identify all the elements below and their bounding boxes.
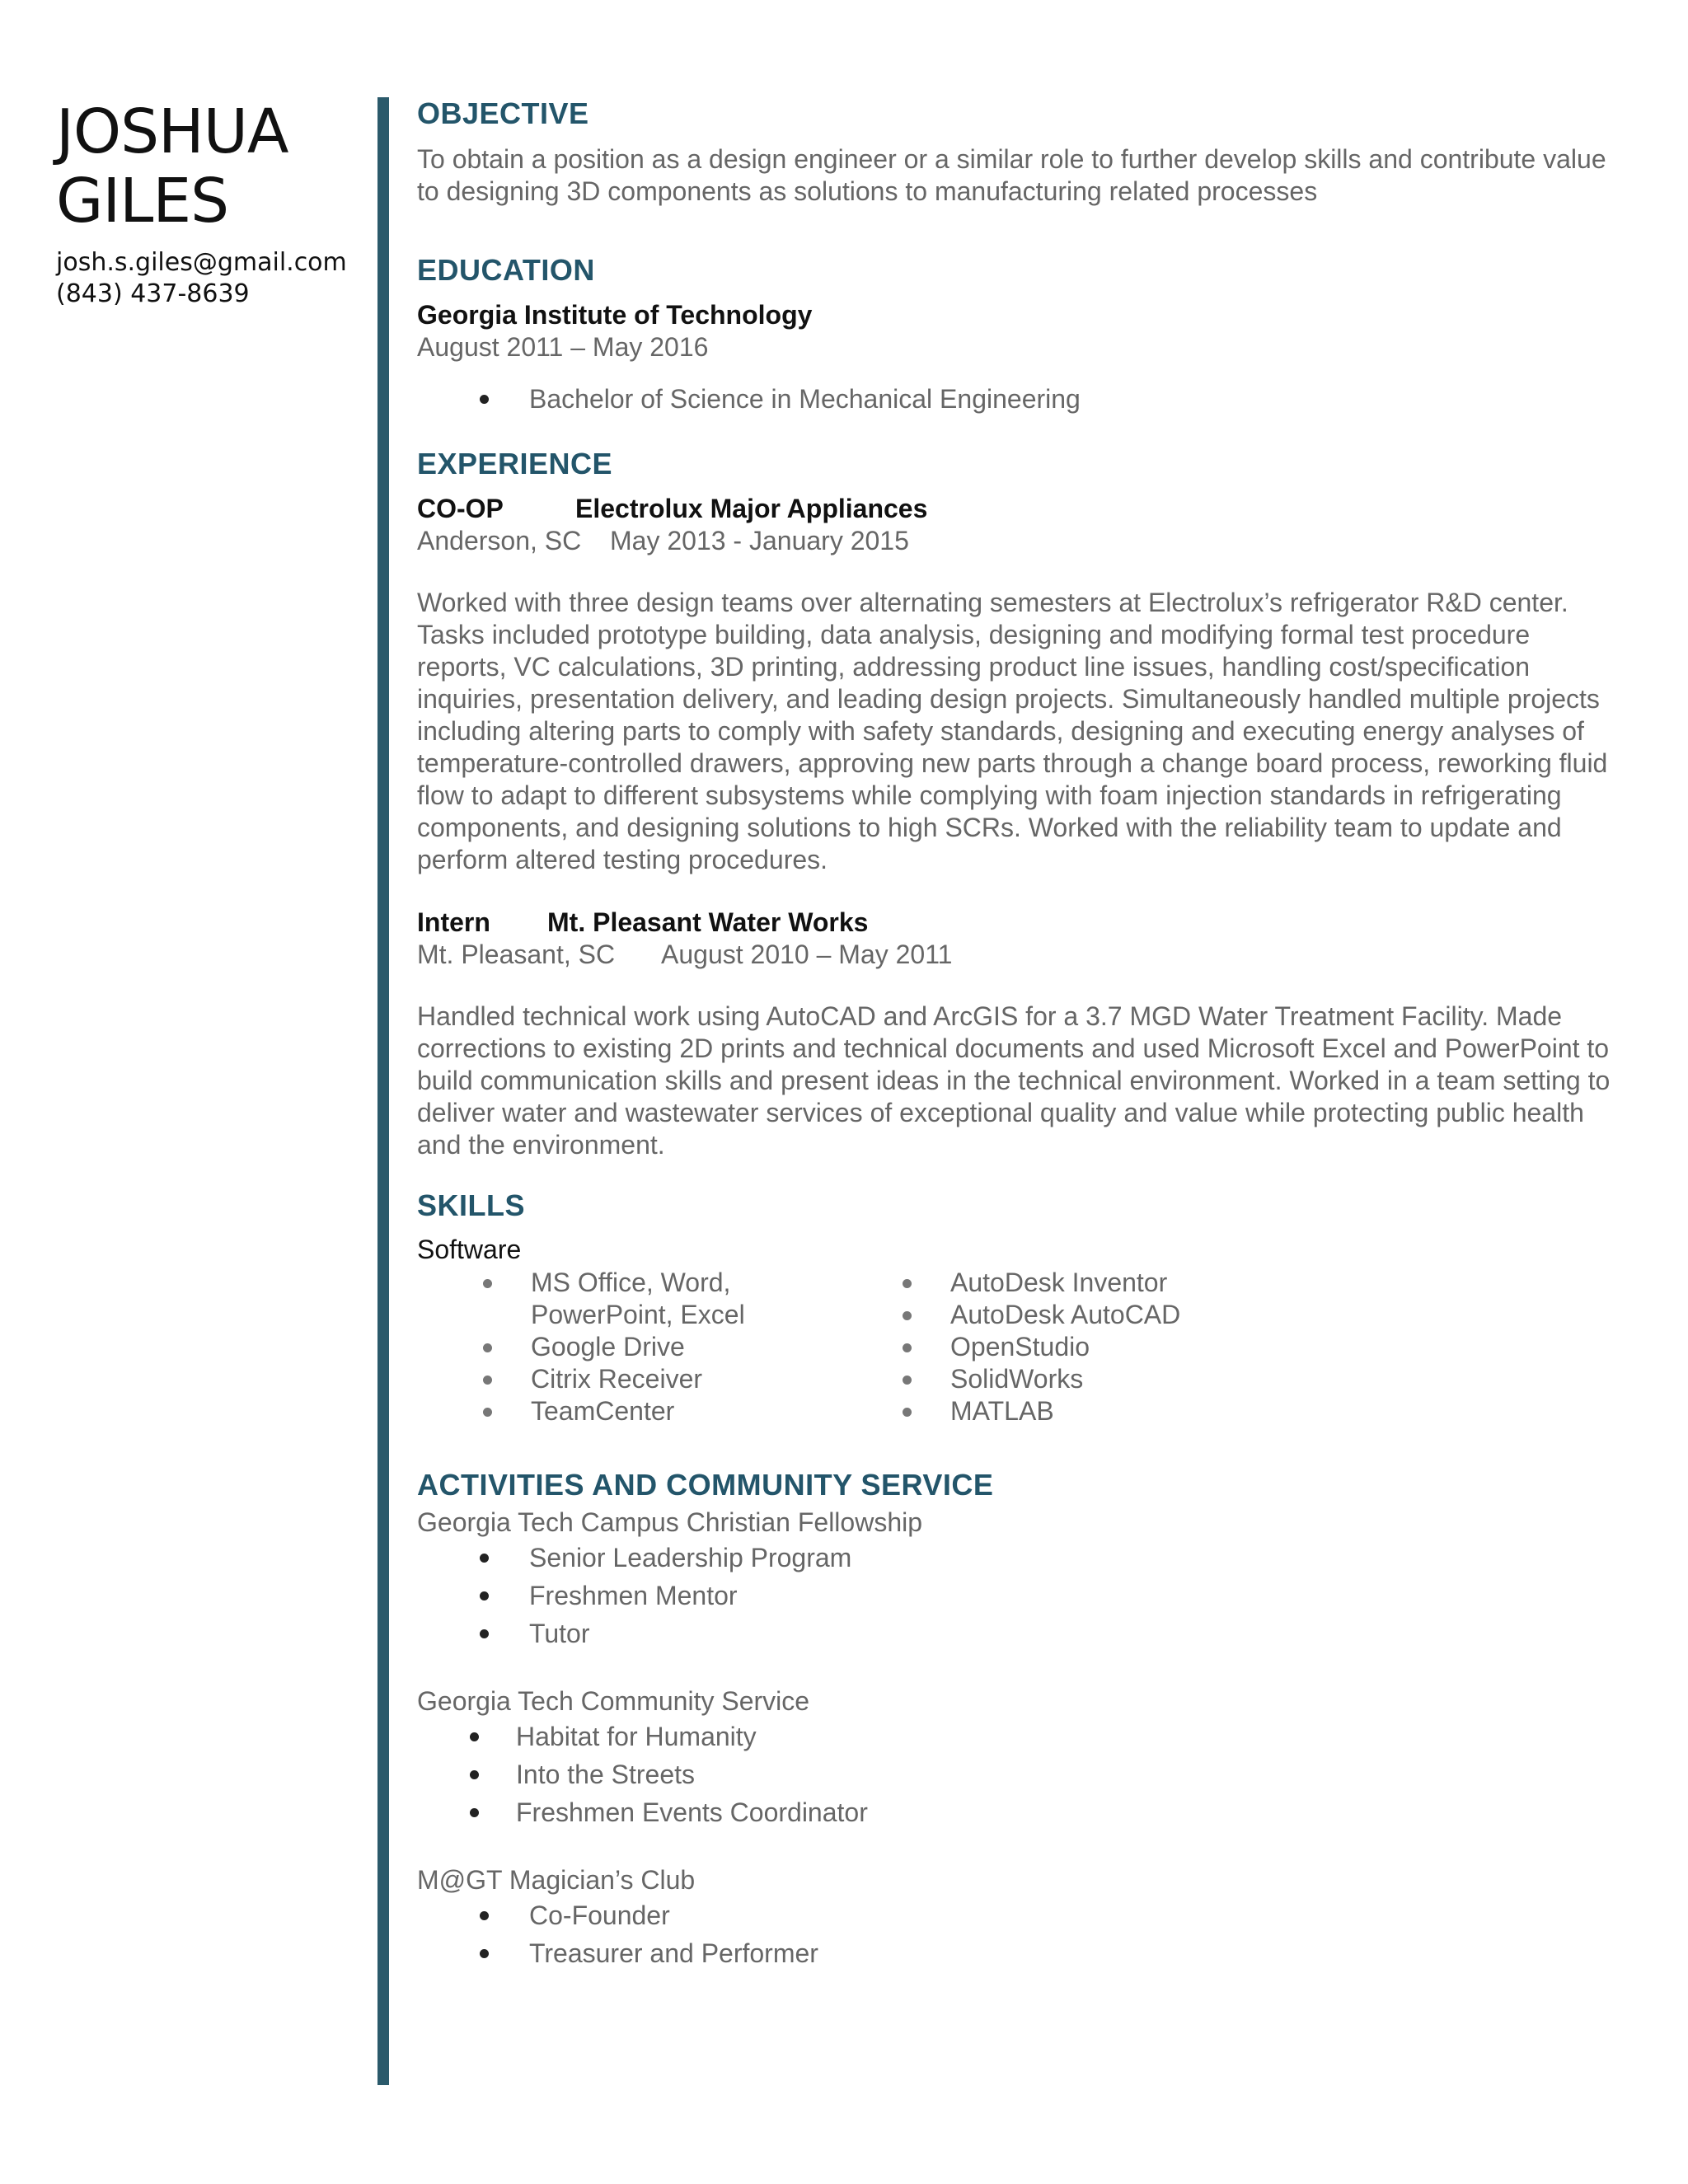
- list-item: [417, 1615, 1620, 1652]
- list-item: [874, 1331, 1332, 1363]
- resume-body: [417, 92, 1620, 1972]
- activity-group-name: Georgia Tech Community Service: [417, 1686, 810, 1716]
- bullet-icon: [480, 1591, 489, 1601]
- bullet-icon: [903, 1376, 912, 1385]
- job-role: Intern: [417, 907, 490, 937]
- bullet-icon: [480, 395, 489, 404]
- education-section: [417, 249, 1620, 418]
- skill: MS Office, Word, PowerPoint, Excel: [531, 1268, 745, 1329]
- bullet-icon: [483, 1376, 492, 1385]
- email[interactable]: josh.s.giles@gmail.com: [56, 248, 347, 277]
- education-dates: August 2011 – May 2016: [417, 332, 709, 362]
- job-description: Worked with three design teams over alternating semesters at Electrolux’s refrigerator R&D center. Tasks included prototype building, data analysis, designing and modifying formal test procedure reports, VC calculations, 3D printing, addressing product line issues, handling cost/specification inquiries, presentation delivery, and leading design projects. Simultaneously handled multiple projects including altering parts to comply with safety standards, designing and executing energy analyses of temperature-controlled drawers, approving new parts through a change board process, reworking fluid flow to adapt to different subsystems while complying with foam injection standards in refrigerating components, and designing solutions to high SCRs. Worked with the reliability team to update and perform altered testing procedures.: [417, 588, 1608, 874]
- job-role: CO-OP: [417, 494, 504, 523]
- job-location: Mt. Pleasant, SC: [417, 940, 616, 969]
- list-item: [417, 1539, 1620, 1577]
- activity-list: [417, 1718, 1620, 1831]
- skills-section: [417, 1184, 1620, 1427]
- bullet-icon: [483, 1408, 492, 1417]
- skill: Citrix Receiver: [531, 1364, 703, 1394]
- skills-list: [417, 1267, 874, 1427]
- list-item: [417, 1755, 1620, 1793]
- degree: Bachelor of Science in Mechanical Engineering: [529, 384, 1081, 414]
- skill: AutoDesk AutoCAD: [950, 1300, 1181, 1329]
- first-name: JOSHUA: [56, 96, 288, 167]
- skill: MATLAB: [950, 1396, 1054, 1426]
- skill: TeamCenter: [531, 1396, 675, 1426]
- job-description: Handled technical work using AutoCAD and ArcGIS for a 3.7 MGD Water Treatment Facility. Made corrections to existing 2D prints and technical documents and used Microsoft Excel and PowerPoint to build communication skills and present ideas in the technical environment. Worked in a team setting to deliver water and wastewater services of exceptional quality and value while protecting public health and the environment.: [417, 1001, 1611, 1160]
- degree-list: [417, 380, 1620, 418]
- list-item: [417, 1934, 1620, 1972]
- activity: Senior Leadership Program: [529, 1543, 852, 1572]
- list-item: [417, 1363, 874, 1395]
- activities-heading: ACTIVITIES AND COMMUNITY SERVICE: [417, 1468, 994, 1502]
- vertical-divider: [377, 97, 389, 2085]
- activity-group-name: Georgia Tech Campus Christian Fellowship: [417, 1507, 923, 1537]
- activity: Co-Founder: [529, 1900, 670, 1930]
- experience-heading: EXPERIENCE: [417, 447, 613, 480]
- activity: Freshmen Mentor: [529, 1581, 738, 1610]
- list-item: [417, 1331, 874, 1363]
- job-dates: May 2013 - January 2015: [610, 526, 909, 555]
- list-item: [417, 1577, 1620, 1615]
- list-item: [417, 1718, 1620, 1755]
- objective-text: To obtain a position as a design engineer or a similar role to further develop skills and contribute value to designing 3D components as solutions to manufacturing related processes: [417, 144, 1606, 206]
- list-item: [874, 1267, 1332, 1299]
- skill: AutoDesk Inventor: [950, 1268, 1168, 1297]
- activities-section: [417, 1464, 1620, 1972]
- skill: SolidWorks: [950, 1364, 1084, 1394]
- list-item: [417, 380, 1620, 418]
- bullet-icon: [480, 1629, 489, 1638]
- job-dates: August 2010 – May 2011: [661, 940, 953, 969]
- list-item: [417, 1793, 1620, 1831]
- skills-grid: [417, 1267, 1620, 1427]
- objective-heading: OBJECTIVE: [417, 96, 589, 130]
- bullet-icon: [480, 1949, 489, 1958]
- bullet-icon: [480, 1554, 489, 1563]
- last-name: GILES: [56, 166, 229, 237]
- list-item: [874, 1363, 1332, 1395]
- bullet-icon: [903, 1279, 912, 1288]
- activity: Freshmen Events Coordinator: [516, 1797, 868, 1827]
- bullet-icon: [903, 1311, 912, 1320]
- bullet-icon: [903, 1343, 912, 1352]
- job-header: [417, 906, 1620, 939]
- skill: OpenStudio: [950, 1332, 1090, 1361]
- job-meta: [417, 939, 1620, 971]
- list-item: [874, 1395, 1332, 1427]
- list-item: [417, 1395, 874, 1427]
- skills-category: Software: [417, 1235, 522, 1264]
- skill: Google Drive: [531, 1332, 685, 1361]
- job-location: Anderson, SC: [417, 526, 582, 555]
- experience-section: [417, 443, 1620, 1161]
- activity: Habitat for Humanity: [516, 1722, 757, 1751]
- objective-section: [417, 92, 1620, 208]
- phone[interactable]: (843) 437-8639: [56, 279, 250, 308]
- job-header: [417, 492, 1620, 525]
- bullet-icon: [483, 1343, 492, 1352]
- list-item: [417, 1896, 1620, 1934]
- list-item: [874, 1299, 1332, 1331]
- activity-group-name: M@GT Magician’s Club: [417, 1865, 696, 1895]
- activity: Treasurer and Performer: [529, 1938, 818, 1968]
- job-company: Electrolux Major Appliances: [575, 494, 928, 523]
- job-company: Mt. Pleasant Water Works: [547, 907, 869, 937]
- job-meta: [417, 525, 1620, 557]
- activity-list: [417, 1539, 1620, 1652]
- bullet-icon: [483, 1279, 492, 1288]
- education-heading: EDUCATION: [417, 253, 595, 287]
- bullet-icon: [470, 1770, 479, 1779]
- bullet-icon: [470, 1732, 479, 1741]
- bullet-icon: [903, 1408, 912, 1417]
- school-name: Georgia Institute of Technology: [417, 300, 813, 330]
- activity: Tutor: [529, 1619, 590, 1648]
- activity: Into the Streets: [516, 1760, 696, 1789]
- skills-list: [874, 1267, 1332, 1427]
- contact-column: [56, 97, 369, 310]
- skills-heading: SKILLS: [417, 1188, 526, 1222]
- list-item: [417, 1267, 745, 1331]
- activity-list: [417, 1896, 1620, 1972]
- bullet-icon: [480, 1911, 489, 1920]
- bullet-icon: [470, 1808, 479, 1817]
